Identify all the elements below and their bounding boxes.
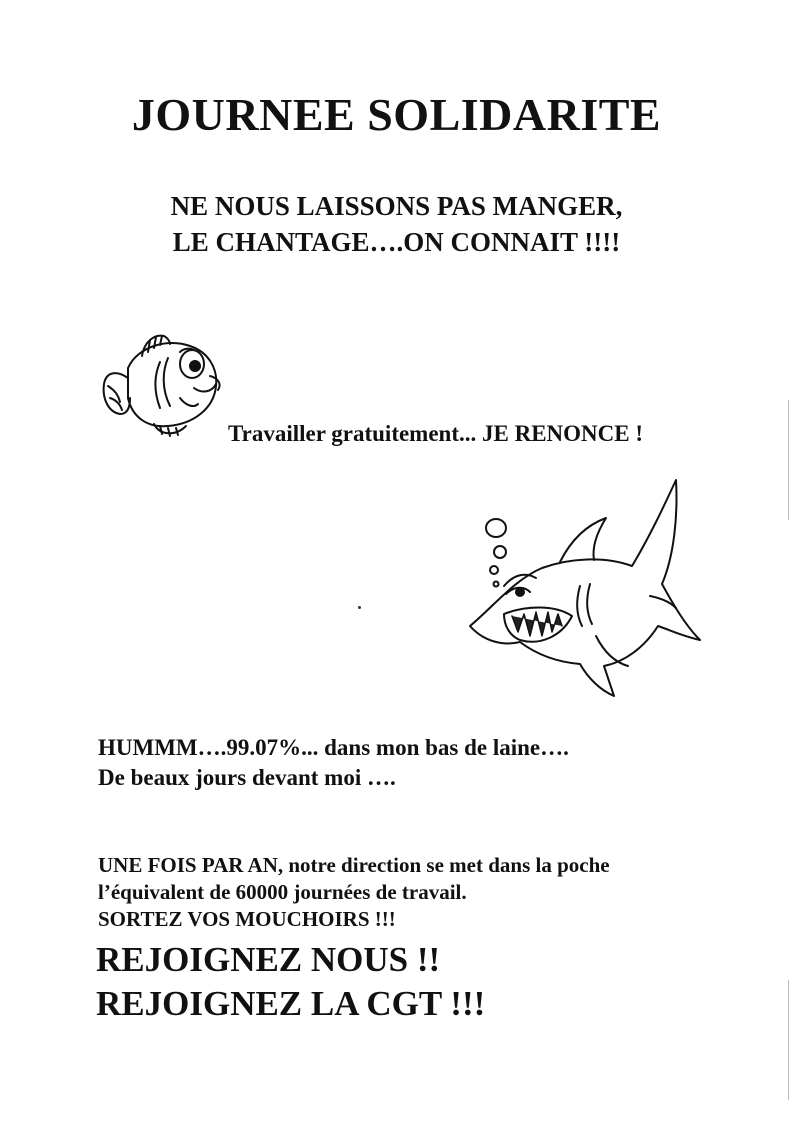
notice-line-2: l’équivalent de 60000 journées de travail. bbox=[98, 880, 467, 904]
shark-caption-line-1: HUMMM….99.07%... dans mon bas de laine…. bbox=[98, 735, 569, 760]
call-to-action-line-1: REJOIGNEZ NOUS !! bbox=[96, 940, 441, 979]
shark-cartoon-icon bbox=[464, 476, 704, 704]
fish-cartoon-icon bbox=[98, 328, 226, 440]
page-title: JOURNEE SOLIDARITE bbox=[131, 89, 662, 140]
scan-edge-mark bbox=[788, 400, 789, 520]
notice-line-3: SORTEZ VOS MOUCHOIRS !!! bbox=[98, 907, 396, 931]
call-to-action-line-2: REJOIGNEZ LA CGT !!! bbox=[96, 984, 486, 1023]
call-to-action bbox=[96, 938, 485, 1026]
scan-speck bbox=[358, 606, 361, 609]
scan-edge-mark bbox=[788, 980, 789, 1100]
notice-line-1: UNE FOIS PAR AN, notre direction se met dans la poche bbox=[98, 853, 610, 877]
subtitle-line-2: LE CHANTAGE….ON CONNAIT !!!! bbox=[172, 227, 621, 257]
notice-text bbox=[98, 852, 610, 933]
subtitle bbox=[0, 188, 793, 260]
fish-caption: Travailler gratuitement... JE RENONCE ! bbox=[228, 421, 644, 446]
shark-caption-line-2: De beaux jours devant moi …. bbox=[98, 765, 396, 790]
subtitle-line-1: NE NOUS LAISSONS PAS MANGER, bbox=[170, 191, 623, 221]
shark-caption bbox=[98, 733, 569, 793]
